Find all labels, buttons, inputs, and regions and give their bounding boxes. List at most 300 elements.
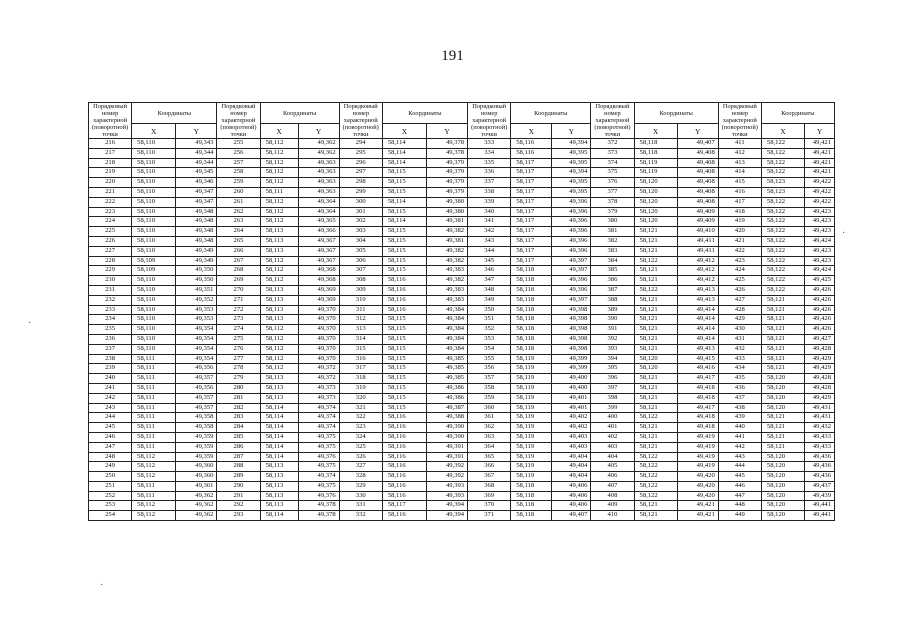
point-number-cell: 385 [591, 266, 634, 276]
point-number-cell: 303 [339, 227, 382, 237]
y-coordinate-cell: 49,375 [298, 462, 339, 472]
point-number-cell: 427 [718, 295, 761, 305]
y-coordinate-cell: 49,384 [426, 325, 467, 335]
table-row [89, 276, 835, 286]
point-number-cell: 418 [718, 207, 761, 217]
y-coordinate-cell: 49,436 [805, 452, 835, 462]
point-number-cell: 269 [217, 276, 260, 286]
point-number-cell: 267 [217, 256, 260, 266]
y-coordinate-cell: 49,382 [426, 276, 467, 286]
y-coordinate-cell: 49,398 [552, 344, 591, 354]
point-number-cell: 389 [591, 305, 634, 315]
x-coordinate-cell: 58,115 [382, 383, 426, 393]
point-number-cell: 264 [217, 227, 260, 237]
x-coordinate-cell: 58,114 [260, 511, 298, 521]
x-coordinate-cell: 58,115 [382, 344, 426, 354]
table-row [89, 227, 835, 237]
x-coordinate-cell: 58,110 [132, 227, 176, 237]
x-coordinate-cell: 58,112 [260, 344, 298, 354]
point-number-cell: 308 [339, 276, 382, 286]
point-number-cell: 361 [468, 413, 511, 423]
y-coordinate-cell: 49,397 [552, 266, 591, 276]
y-coordinate-cell: 49,388 [426, 413, 467, 423]
y-coordinate-cell: 49,426 [805, 315, 835, 325]
point-number-cell: 300 [339, 197, 382, 207]
y-coordinate-cell: 49,375 [298, 432, 339, 442]
y-coordinate-cell: 49,396 [552, 227, 591, 237]
table-row [89, 374, 835, 384]
point-number-cell: 448 [718, 501, 761, 511]
table-row [89, 354, 835, 364]
point-number-cell: 313 [339, 325, 382, 335]
point-number-cell: 276 [217, 344, 260, 354]
x-coordinate-cell: 58,121 [634, 305, 677, 315]
y-coordinate-cell: 49,395 [552, 158, 591, 168]
y-coordinate-cell: 49,367 [298, 246, 339, 256]
point-number-cell: 412 [718, 148, 761, 158]
point-number-cell: 358 [468, 383, 511, 393]
x-coordinate-cell: 58,115 [382, 266, 426, 276]
y-coordinate-cell: 49,422 [805, 187, 835, 197]
x-header: X [634, 124, 677, 139]
point-number-cell: 410 [591, 511, 634, 521]
point-number-cell: 254 [89, 511, 132, 521]
point-number-cell: 296 [339, 158, 382, 168]
y-coordinate-cell: 49,385 [426, 354, 467, 364]
x-coordinate-cell: 58,111 [132, 393, 176, 403]
y-coordinate-cell: 49,408 [677, 168, 718, 178]
x-coordinate-cell: 58,121 [634, 423, 677, 433]
point-number-cell: 318 [339, 374, 382, 384]
point-number-cell: 227 [89, 246, 132, 256]
point-number-cell: 338 [468, 187, 511, 197]
x-coordinate-cell: 58,115 [382, 364, 426, 374]
y-coordinate-cell: 49,383 [426, 285, 467, 295]
point-number-cell: 315 [339, 344, 382, 354]
y-coordinate-cell: 49,384 [426, 344, 467, 354]
point-number-cell: 292 [217, 501, 260, 511]
point-number-cell: 351 [468, 315, 511, 325]
x-coordinate-cell: 58,121 [761, 344, 804, 354]
x-coordinate-cell: 58,116 [511, 139, 552, 149]
y-coordinate-cell: 49,406 [552, 481, 591, 491]
point-number-cell: 447 [718, 491, 761, 501]
x-coordinate-cell: 58,119 [511, 472, 552, 482]
y-coordinate-cell: 49,382 [426, 246, 467, 256]
y-coordinate-cell: 49,369 [298, 285, 339, 295]
point-number-cell: 336 [468, 168, 511, 178]
point-number-cell: 284 [217, 423, 260, 433]
x-coordinate-cell: 58,114 [260, 442, 298, 452]
y-coordinate-cell: 49,439 [805, 491, 835, 501]
x-coordinate-cell: 58,116 [382, 491, 426, 501]
point-number-cell: 249 [89, 462, 132, 472]
y-coordinate-cell: 49,365 [298, 217, 339, 227]
y-coordinate-cell: 49,441 [805, 511, 835, 521]
y-coordinate-cell: 49,360 [176, 462, 217, 472]
y-coordinate-cell: 49,399 [552, 354, 591, 364]
x-coordinate-cell: 58,118 [511, 325, 552, 335]
x-coordinate-cell: 58,120 [761, 452, 804, 462]
y-coordinate-cell: 49,431 [805, 403, 835, 413]
x-coordinate-cell: 58,112 [260, 178, 298, 188]
point-number-cell: 233 [89, 305, 132, 315]
table-row [89, 364, 835, 374]
point-number-cell: 225 [89, 227, 132, 237]
y-coordinate-cell: 49,398 [552, 315, 591, 325]
y-coordinate-cell: 49,354 [176, 334, 217, 344]
y-coordinate-cell: 49,363 [298, 168, 339, 178]
x-coordinate-cell: 58,112 [260, 334, 298, 344]
x-coordinate-cell: 58,117 [511, 158, 552, 168]
point-number-cell: 321 [339, 403, 382, 413]
x-coordinate-cell: 58,116 [382, 413, 426, 423]
y-coordinate-cell: 49,351 [176, 285, 217, 295]
x-coordinate-cell: 58,112 [132, 462, 176, 472]
x-coordinate-cell: 58,114 [382, 217, 426, 227]
y-coordinate-cell: 49,411 [677, 246, 718, 256]
x-coordinate-cell: 58,113 [260, 472, 298, 482]
x-coordinate-cell: 58,116 [382, 276, 426, 286]
point-number-cell: 383 [591, 246, 634, 256]
point-number-cell: 367 [468, 472, 511, 482]
x-coordinate-cell: 58,121 [634, 227, 677, 237]
point-number-cell: 294 [339, 139, 382, 149]
point-number-cell: 423 [718, 256, 761, 266]
point-number-cell: 310 [339, 295, 382, 305]
y-header: Y [176, 124, 217, 139]
point-number-cell: 243 [89, 403, 132, 413]
point-number-cell: 352 [468, 325, 511, 335]
y-coordinate-cell: 49,364 [298, 207, 339, 217]
y-coordinate-cell: 49,429 [805, 354, 835, 364]
point-number-cell: 216 [89, 139, 132, 149]
point-number-cell: 304 [339, 236, 382, 246]
point-number-cell: 436 [718, 383, 761, 393]
y-coordinate-cell: 49,433 [805, 432, 835, 442]
y-coordinate-cell: 49,344 [176, 158, 217, 168]
y-coordinate-cell: 49,374 [298, 403, 339, 413]
y-coordinate-cell: 49,400 [552, 383, 591, 393]
point-number-cell: 247 [89, 442, 132, 452]
y-coordinate-cell: 49,419 [677, 462, 718, 472]
y-coordinate-cell: 49,348 [176, 217, 217, 227]
y-coordinate-cell: 49,370 [298, 344, 339, 354]
x-coordinate-cell: 58,116 [382, 472, 426, 482]
x-coordinate-cell: 58,121 [634, 295, 677, 305]
y-coordinate-cell: 49,350 [176, 276, 217, 286]
y-coordinate-cell: 49,348 [176, 227, 217, 237]
x-coordinate-cell: 58,120 [761, 462, 804, 472]
point-number-cell: 404 [591, 452, 634, 462]
y-coordinate-cell: 49,408 [677, 178, 718, 188]
x-coordinate-cell: 58,121 [634, 246, 677, 256]
y-coordinate-cell: 49,391 [426, 442, 467, 452]
x-coordinate-cell: 58,118 [511, 481, 552, 491]
y-coordinate-cell: 49,401 [552, 393, 591, 403]
table-row [89, 139, 835, 149]
point-number-cell: 274 [217, 325, 260, 335]
coordinates-header: Координаты [761, 103, 834, 124]
x-coordinate-cell: 58,110 [132, 334, 176, 344]
y-coordinate-cell: 49,358 [176, 423, 217, 433]
y-coordinate-cell: 49,369 [298, 295, 339, 305]
table-row [89, 462, 835, 472]
x-coordinate-cell: 58,121 [634, 432, 677, 442]
point-number-cell: 375 [591, 168, 634, 178]
point-number-cell: 426 [718, 285, 761, 295]
x-coordinate-cell: 58,119 [511, 452, 552, 462]
point-number-cell: 221 [89, 187, 132, 197]
point-number-cell: 297 [339, 168, 382, 178]
point-number-cell: 343 [468, 236, 511, 246]
y-coordinate-cell: 49,374 [298, 413, 339, 423]
y-coordinate-cell: 49,353 [176, 315, 217, 325]
y-coordinate-cell: 49,374 [298, 423, 339, 433]
x-coordinate-cell: 58,120 [634, 354, 677, 364]
x-coordinate-cell: 58,116 [382, 432, 426, 442]
point-number-cell: 218 [89, 158, 132, 168]
point-number-cell: 252 [89, 491, 132, 501]
x-coordinate-cell: 58,122 [761, 207, 804, 217]
page-number: 191 [441, 48, 464, 64]
point-number-cell: 430 [718, 325, 761, 335]
x-coordinate-cell: 58,112 [260, 217, 298, 227]
point-number-cell: 245 [89, 423, 132, 433]
x-coordinate-cell: 58,117 [511, 246, 552, 256]
y-coordinate-cell: 49,350 [176, 266, 217, 276]
x-coordinate-cell: 58,117 [511, 236, 552, 246]
point-number-cell: 327 [339, 462, 382, 472]
x-coordinate-cell: 58,113 [260, 383, 298, 393]
x-coordinate-cell: 58,113 [260, 481, 298, 491]
x-coordinate-cell: 58,118 [511, 315, 552, 325]
point-number-cell: 390 [591, 315, 634, 325]
point-number-cell: 370 [468, 501, 511, 511]
y-coordinate-cell: 49,412 [677, 276, 718, 286]
point-number-cell: 253 [89, 501, 132, 511]
x-coordinate-cell: 58,117 [511, 168, 552, 178]
x-coordinate-cell: 58,116 [382, 285, 426, 295]
x-coordinate-cell: 58,115 [382, 246, 426, 256]
x-coordinate-cell: 58,117 [511, 178, 552, 188]
x-coordinate-cell: 58,119 [511, 383, 552, 393]
x-coordinate-cell: 58,118 [634, 148, 677, 158]
y-coordinate-cell: 49,393 [426, 491, 467, 501]
y-coordinate-cell: 49,433 [805, 442, 835, 452]
point-number-cell: 384 [591, 256, 634, 266]
x-coordinate-cell: 58,121 [761, 423, 804, 433]
y-coordinate-cell: 49,354 [176, 325, 217, 335]
point-number-cell: 417 [718, 197, 761, 207]
y-coordinate-cell: 49,346 [176, 178, 217, 188]
point-number-cell: 354 [468, 344, 511, 354]
point-number-cell: 365 [468, 452, 511, 462]
x-coordinate-cell: 58,123 [761, 178, 804, 188]
table-row [89, 256, 835, 266]
point-number-cell: 398 [591, 393, 634, 403]
y-coordinate-cell: 49,412 [677, 266, 718, 276]
y-coordinate-cell: 49,413 [677, 285, 718, 295]
y-coordinate-cell: 49,414 [677, 315, 718, 325]
point-number-cell: 279 [217, 374, 260, 384]
y-coordinate-cell: 49,379 [426, 168, 467, 178]
x-coordinate-cell: 58,118 [511, 334, 552, 344]
point-number-cell: 238 [89, 354, 132, 364]
x-coordinate-cell: 58,115 [382, 256, 426, 266]
y-coordinate-cell: 49,418 [677, 393, 718, 403]
point-number-cell: 288 [217, 462, 260, 472]
y-coordinate-cell: 49,379 [426, 178, 467, 188]
x-coordinate-cell: 58,120 [761, 383, 804, 393]
point-number-cell: 280 [217, 383, 260, 393]
x-coordinate-cell: 58,112 [260, 197, 298, 207]
table-row [89, 295, 835, 305]
point-number-cell: 219 [89, 168, 132, 178]
x-coordinate-cell: 58,115 [382, 178, 426, 188]
x-coordinate-cell: 58,112 [260, 158, 298, 168]
y-coordinate-cell: 49,348 [176, 207, 217, 217]
table-row [89, 168, 835, 178]
y-coordinate-cell: 49,395 [552, 187, 591, 197]
x-header: X [260, 124, 298, 139]
x-coordinate-cell: 58,110 [132, 148, 176, 158]
y-coordinate-cell: 49,409 [677, 217, 718, 227]
point-number-cell: 429 [718, 315, 761, 325]
point-number-cell: 287 [217, 452, 260, 462]
scan-speck: · [28, 318, 32, 329]
point-number-cell: 376 [591, 178, 634, 188]
point-number-cell: 397 [591, 383, 634, 393]
x-coordinate-cell: 58,110 [132, 276, 176, 286]
y-coordinate-cell: 49,408 [677, 197, 718, 207]
y-coordinate-cell: 49,382 [426, 227, 467, 237]
y-coordinate-cell: 49,373 [298, 393, 339, 403]
y-coordinate-cell: 49,413 [677, 344, 718, 354]
x-coordinate-cell: 58,115 [382, 187, 426, 197]
table-body [89, 139, 835, 521]
point-number-cell: 226 [89, 236, 132, 246]
x-coordinate-cell: 58,121 [761, 334, 804, 344]
x-coordinate-cell: 58,114 [382, 197, 426, 207]
y-coordinate-cell: 49,359 [176, 432, 217, 442]
y-coordinate-cell: 49,379 [426, 158, 467, 168]
y-coordinate-cell: 49,397 [552, 295, 591, 305]
point-number-cell: 301 [339, 207, 382, 217]
point-number-cell: 355 [468, 354, 511, 364]
y-coordinate-cell: 49,396 [552, 217, 591, 227]
y-coordinate-cell: 49,381 [426, 217, 467, 227]
x-coordinate-cell: 58,115 [382, 315, 426, 325]
x-coordinate-cell: 58,115 [382, 334, 426, 344]
x-coordinate-cell: 58,122 [761, 148, 804, 158]
point-number-cell: 411 [718, 139, 761, 149]
y-coordinate-cell: 49,358 [176, 413, 217, 423]
x-coordinate-cell: 58,116 [382, 295, 426, 305]
x-coordinate-cell: 58,119 [511, 393, 552, 403]
y-coordinate-cell: 49,356 [176, 364, 217, 374]
y-coordinate-cell: 49,396 [552, 285, 591, 295]
y-coordinate-cell: 49,419 [677, 442, 718, 452]
x-coordinate-cell: 58,110 [132, 217, 176, 227]
point-number-cell: 295 [339, 148, 382, 158]
table-row [89, 344, 835, 354]
y-coordinate-cell: 49,353 [176, 305, 217, 315]
table-row [89, 236, 835, 246]
y-coordinate-cell: 49,370 [298, 305, 339, 315]
point-number-cell: 340 [468, 207, 511, 217]
y-coordinate-cell: 49,391 [426, 452, 467, 462]
point-number-cell: 229 [89, 266, 132, 276]
x-coordinate-cell: 58,119 [634, 168, 677, 178]
y-coordinate-cell: 49,362 [176, 491, 217, 501]
y-coordinate-cell: 49,436 [805, 472, 835, 482]
y-header: Y [805, 124, 835, 139]
x-coordinate-cell: 58,112 [260, 276, 298, 286]
point-number-cell: 316 [339, 354, 382, 364]
point-number-cell: 333 [468, 139, 511, 149]
table-row [89, 383, 835, 393]
point-number-cell: 440 [718, 423, 761, 433]
y-coordinate-cell: 49,423 [805, 207, 835, 217]
point-number-cell: 332 [339, 511, 382, 521]
x-coordinate-cell: 58,110 [132, 295, 176, 305]
y-coordinate-cell: 49,370 [298, 325, 339, 335]
point-number-cell: 270 [217, 285, 260, 295]
x-coordinate-cell: 58,110 [132, 187, 176, 197]
y-coordinate-cell: 49,418 [677, 383, 718, 393]
y-coordinate-cell: 49,423 [805, 227, 835, 237]
y-coordinate-cell: 49,394 [552, 168, 591, 178]
x-coordinate-cell: 58,121 [761, 432, 804, 442]
y-coordinate-cell: 49,362 [176, 511, 217, 521]
table-row [89, 334, 835, 344]
y-coordinate-cell: 49,383 [426, 266, 467, 276]
x-coordinate-cell: 58,122 [634, 452, 677, 462]
x-coordinate-cell: 58,113 [260, 246, 298, 256]
x-coordinate-cell: 58,120 [761, 501, 804, 511]
x-coordinate-cell: 58,109 [132, 266, 176, 276]
y-coordinate-cell: 49,363 [298, 178, 339, 188]
y-coordinate-cell: 49,375 [298, 442, 339, 452]
y-coordinate-cell: 49,421 [805, 139, 835, 149]
point-number-cell: 335 [468, 158, 511, 168]
y-coordinate-cell: 49,392 [426, 472, 467, 482]
x-coordinate-cell: 58,120 [761, 393, 804, 403]
point-number-cell: 399 [591, 403, 634, 413]
x-coordinate-cell: 58,110 [132, 315, 176, 325]
y-coordinate-cell: 49,394 [426, 511, 467, 521]
y-coordinate-cell: 49,368 [298, 266, 339, 276]
y-coordinate-cell: 49,395 [552, 148, 591, 158]
y-coordinate-cell: 49,386 [426, 383, 467, 393]
x-coordinate-cell: 58,112 [132, 501, 176, 511]
x-coordinate-cell: 58,117 [511, 227, 552, 237]
x-coordinate-cell: 58,110 [132, 325, 176, 335]
y-coordinate-cell: 49,347 [176, 187, 217, 197]
x-coordinate-cell: 58,110 [132, 207, 176, 217]
point-number-cell: 403 [591, 442, 634, 452]
y-coordinate-cell: 49,363 [298, 158, 339, 168]
x-coordinate-cell: 58,121 [761, 413, 804, 423]
y-coordinate-cell: 49,408 [677, 148, 718, 158]
x-coordinate-cell: 58,112 [260, 256, 298, 266]
x-coordinate-cell: 58,117 [511, 217, 552, 227]
point-number-cell: 372 [591, 139, 634, 149]
y-coordinate-cell: 49,406 [552, 491, 591, 501]
x-coordinate-cell: 58,121 [634, 325, 677, 335]
x-coordinate-cell: 58,114 [382, 148, 426, 158]
